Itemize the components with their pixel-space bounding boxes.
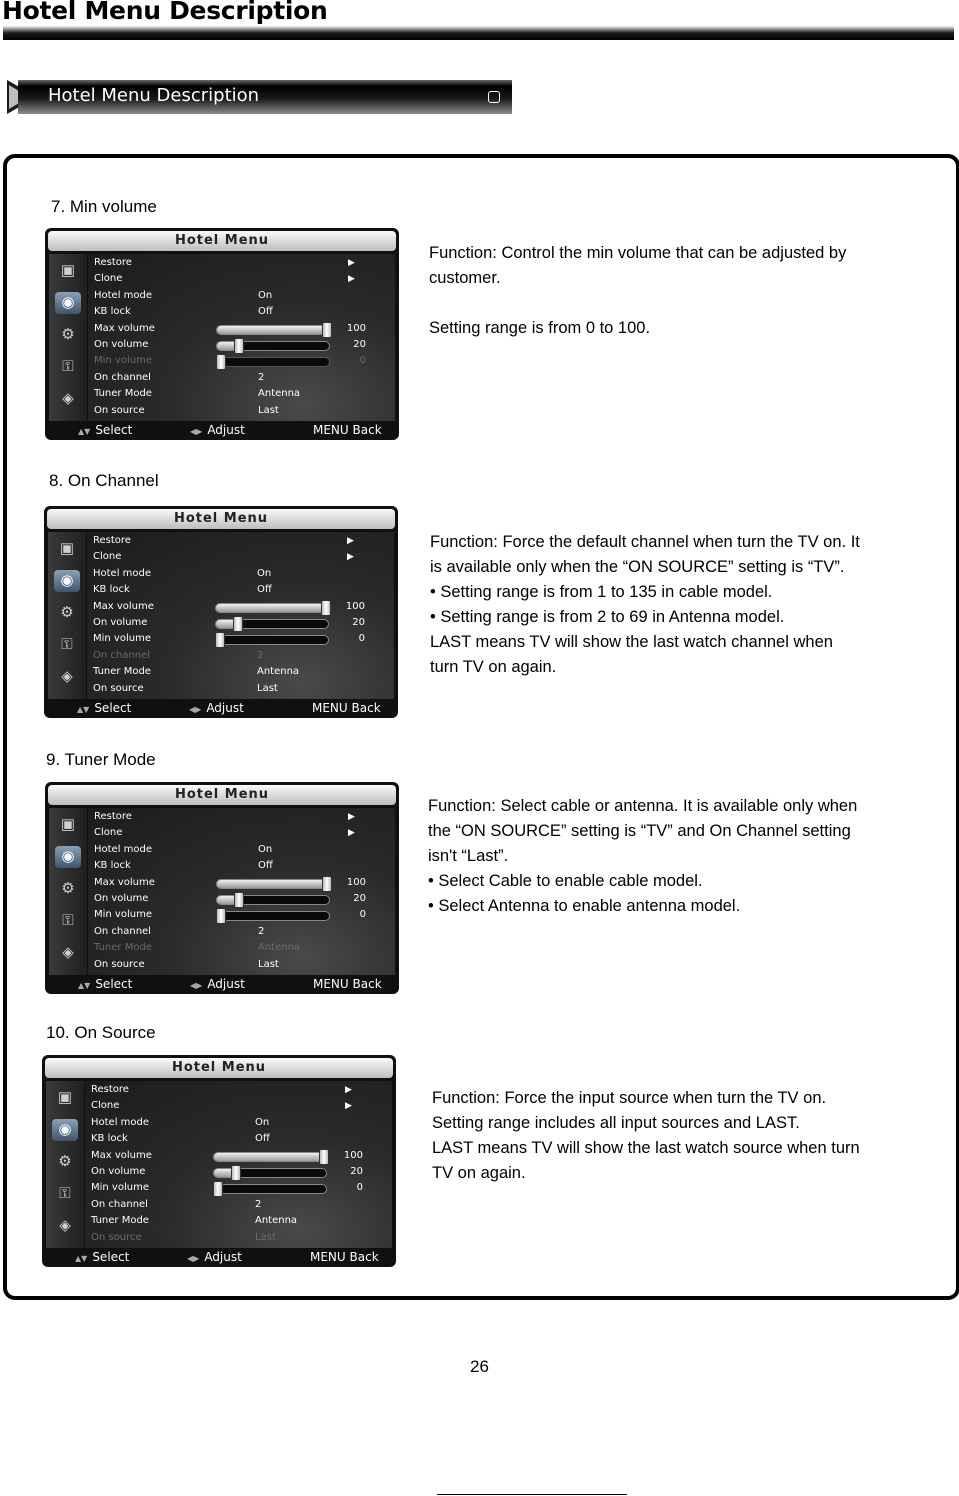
footer-select-label: Select xyxy=(92,1250,130,1264)
lock-icon: ⚿ xyxy=(62,912,74,929)
source-icon: ◈ xyxy=(62,944,74,961)
setup-icon: ⚙ xyxy=(61,880,75,897)
description-line: • Select Antenna to enable antenna model. xyxy=(428,897,741,915)
footer-select-label: Select xyxy=(95,423,133,437)
submenu-arrow-icon: ▶ xyxy=(348,812,355,822)
left-right-icon: ◀▶ xyxy=(189,705,202,714)
menu-item-label: Min volume xyxy=(91,1182,149,1194)
up-down-icon: ▲▼ xyxy=(75,1254,88,1263)
hotel-menu-screenshot xyxy=(45,228,399,440)
menu-item-label: Hotel mode xyxy=(94,843,153,855)
menu-item-label: On volume xyxy=(93,617,148,628)
menu-item-value: Last xyxy=(258,958,279,970)
menu-row xyxy=(93,681,393,697)
footer-rule xyxy=(437,1494,627,1495)
footer-adjust xyxy=(187,1248,242,1267)
menu-item-value: 20 xyxy=(353,893,366,904)
lock-icon: ⚿ xyxy=(59,1185,71,1202)
menu-item-label: Max volume xyxy=(93,600,154,612)
left-right-icon: ◀▶ xyxy=(190,427,203,436)
menu-item-label: Max volume xyxy=(94,322,155,334)
menu-row xyxy=(93,533,393,549)
menu-item-label: Hotel mode xyxy=(94,289,153,301)
menu-item-label: On source xyxy=(94,404,145,416)
menu-item-label: KB lock xyxy=(93,584,130,596)
description-line: TV on again. xyxy=(432,1164,526,1182)
menu-row xyxy=(94,304,394,320)
volume-slider xyxy=(216,325,330,335)
tv-icon: ▣ xyxy=(59,540,75,557)
description-line: the “ON SOURCE” setting is “TV” and On Channel setting xyxy=(428,822,851,840)
up-down-icon: ▲▼ xyxy=(78,427,91,436)
description-line: customer. xyxy=(429,269,501,287)
menu-footer xyxy=(45,975,399,994)
menu-row xyxy=(94,403,394,419)
slider-knob xyxy=(322,876,332,892)
menu-item-label: Max volume xyxy=(94,876,155,888)
menu-row xyxy=(94,825,394,841)
banner-square-icon xyxy=(488,91,500,103)
up-down-icon: ▲▼ xyxy=(77,705,90,714)
menu-footer xyxy=(44,699,398,718)
volume-slider xyxy=(216,911,330,921)
menu-row xyxy=(94,386,394,402)
menu-item-label: Min volume xyxy=(94,909,152,921)
picture-icon: ◉ xyxy=(55,846,81,868)
menu-item-value: 100 xyxy=(345,600,365,612)
menu-title: Hotel Menu xyxy=(45,1058,393,1078)
menu-item-value: 2 xyxy=(255,1198,262,1210)
hotel-menu-screenshot xyxy=(44,506,398,718)
menu-list xyxy=(85,1081,392,1248)
description-line: • Setting range is from 2 to 69 in Antenna model. xyxy=(430,608,785,626)
menu-item-value: 20 xyxy=(350,1166,363,1177)
menu-item-value: Off xyxy=(255,1133,270,1145)
title-rule xyxy=(3,26,954,40)
footer-select xyxy=(75,1248,129,1267)
menu-item-label: On channel xyxy=(93,649,150,661)
menu-item-value: Off xyxy=(258,306,273,318)
slider-knob xyxy=(319,1149,329,1165)
menu-item-value: 0 xyxy=(359,355,366,367)
menu-icon-column xyxy=(49,254,87,421)
menu-item-value: Last xyxy=(257,682,278,694)
setup-icon: ⚙ xyxy=(58,1153,72,1170)
volume-slider xyxy=(216,879,330,889)
menu-item-value: Antenna xyxy=(258,942,301,954)
slider-knob xyxy=(234,892,244,908)
menu-row xyxy=(91,1082,391,1098)
menu-row xyxy=(91,1230,391,1246)
footer-adjust-label: Adjust xyxy=(207,423,245,437)
page-number: 26 xyxy=(470,1357,489,1376)
menu-item-label: KB lock xyxy=(94,306,131,318)
hotel-menu-screenshot xyxy=(42,1055,396,1267)
submenu-arrow-icon: ▶ xyxy=(347,536,354,546)
menu-row xyxy=(93,582,393,598)
menu-row xyxy=(94,271,394,287)
footer-adjust xyxy=(189,699,244,718)
section-description xyxy=(430,530,930,680)
menu-item-label: On source xyxy=(94,958,145,970)
menu-list xyxy=(88,254,395,421)
menu-row xyxy=(94,809,394,825)
hotel-menu-screenshot xyxy=(45,782,399,994)
menu-item-label: KB lock xyxy=(94,860,131,872)
slider-knob xyxy=(215,632,225,648)
menu-row xyxy=(91,1148,391,1164)
menu-row xyxy=(91,1098,391,1114)
section-title: 10. On Source xyxy=(46,1023,156,1042)
menu-icon-column xyxy=(48,532,86,699)
description-line: isn't “Last”. xyxy=(428,847,509,865)
menu-item-label: On channel xyxy=(94,925,151,937)
section-banner xyxy=(18,80,512,114)
volume-slider xyxy=(213,1168,327,1178)
footer-menu-back: MENU Back xyxy=(313,977,382,991)
section-title: 8. On Channel xyxy=(49,471,159,490)
description-line: is available only when the “ON SOURCE” setting is “TV”. xyxy=(430,558,845,576)
menu-row xyxy=(93,566,393,582)
description-line xyxy=(429,291,929,316)
menu-item-value: On xyxy=(258,289,273,301)
menu-list xyxy=(87,532,394,699)
description-line: Setting range includes all input sources and LAST. xyxy=(432,1114,800,1132)
lock-icon: ⚿ xyxy=(62,358,74,375)
footer-menu-back: MENU Back xyxy=(313,423,382,437)
menu-item-value: 100 xyxy=(343,1149,363,1161)
menu-row xyxy=(94,924,394,940)
section-description xyxy=(432,1086,932,1186)
footer-select-label: Select xyxy=(94,701,132,715)
menu-row xyxy=(91,1180,391,1196)
submenu-arrow-icon: ▶ xyxy=(348,828,355,839)
menu-row xyxy=(93,615,393,631)
footer-adjust-label: Adjust xyxy=(207,977,245,991)
menu-item-label: On volume xyxy=(91,1166,146,1177)
footer-select xyxy=(78,975,132,994)
description-line: Function: Select cable or antenna. It is available only when xyxy=(428,797,858,815)
slider-fill xyxy=(217,880,329,888)
menu-row xyxy=(94,875,394,891)
menu-row xyxy=(94,255,394,271)
description-line: • Select Cable to enable cable model. xyxy=(428,872,703,890)
menu-row xyxy=(93,599,393,615)
menu-item-label: Tuner Mode xyxy=(93,666,151,678)
menu-row xyxy=(91,1213,391,1229)
menu-row xyxy=(93,631,393,647)
menu-item-label: On channel xyxy=(94,371,151,383)
menu-item-value: 2 xyxy=(258,371,265,383)
menu-item-value: 20 xyxy=(352,617,365,628)
slider-knob xyxy=(216,908,226,924)
menu-row xyxy=(93,664,393,680)
picture-icon: ◉ xyxy=(54,570,80,592)
tv-icon: ▣ xyxy=(57,1089,73,1106)
menu-icon-column xyxy=(46,1081,84,1248)
footer-menu-back: MENU Back xyxy=(310,1250,379,1264)
menu-item-label: Clone xyxy=(94,827,123,839)
menu-item-value: 0 xyxy=(359,909,366,921)
footer-adjust xyxy=(190,975,245,994)
menu-item-value: 100 xyxy=(346,322,366,334)
tv-icon: ▣ xyxy=(60,262,76,279)
slider-knob xyxy=(321,600,331,616)
footer-menu-back: MENU Back xyxy=(312,701,381,715)
submenu-arrow-icon: ▶ xyxy=(348,258,355,268)
menu-footer xyxy=(45,421,399,440)
menu-item-label: Min volume xyxy=(93,633,151,645)
menu-item-value: Off xyxy=(258,860,273,872)
submenu-arrow-icon: ▶ xyxy=(345,1085,352,1095)
source-icon: ◈ xyxy=(59,1217,71,1234)
menu-item-value: 0 xyxy=(358,633,365,645)
menu-item-label: Restore xyxy=(94,811,132,822)
volume-slider xyxy=(216,895,330,905)
slider-fill xyxy=(216,604,328,612)
description-line: Function: Control the min volume that can be adjusted by xyxy=(429,244,847,262)
menu-row xyxy=(93,648,393,664)
menu-item-value: 0 xyxy=(356,1182,363,1194)
slider-knob xyxy=(216,354,226,370)
menu-item-label: Clone xyxy=(94,273,123,285)
up-down-icon: ▲▼ xyxy=(78,981,91,990)
menu-item-label: Clone xyxy=(91,1100,120,1112)
menu-row xyxy=(94,353,394,369)
description-line: LAST means TV will show the last watch source when turn xyxy=(432,1139,860,1157)
menu-item-value: 100 xyxy=(346,876,366,888)
volume-slider xyxy=(215,635,329,645)
menu-item-value: Antenna xyxy=(258,388,301,400)
menu-row xyxy=(94,842,394,858)
menu-item-label: Hotel mode xyxy=(93,567,152,579)
menu-item-label: Restore xyxy=(94,257,132,268)
menu-item-label: Max volume xyxy=(91,1149,152,1161)
menu-item-value: Last xyxy=(255,1231,276,1243)
slider-knob xyxy=(322,322,332,338)
picture-icon: ◉ xyxy=(52,1119,78,1141)
footer-adjust xyxy=(190,421,245,440)
menu-list xyxy=(88,808,395,975)
picture-icon: ◉ xyxy=(55,292,81,314)
volume-slider xyxy=(215,619,329,629)
menu-row xyxy=(94,858,394,874)
description-line: LAST means TV will show the last watch channel when xyxy=(430,633,833,651)
setup-icon: ⚙ xyxy=(61,326,75,343)
menu-item-label: KB lock xyxy=(91,1133,128,1145)
description-line: • Setting range is from 1 to 135 in cable model. xyxy=(430,583,773,601)
menu-title: Hotel Menu xyxy=(48,785,396,805)
menu-item-value: Last xyxy=(258,404,279,416)
setup-icon: ⚙ xyxy=(60,604,74,621)
menu-row xyxy=(94,321,394,337)
slider-knob xyxy=(231,1165,241,1181)
footer-adjust-label: Adjust xyxy=(204,1250,242,1264)
submenu-arrow-icon: ▶ xyxy=(347,552,354,563)
menu-item-value: On xyxy=(257,567,272,579)
menu-row xyxy=(94,370,394,386)
menu-item-value: Off xyxy=(257,584,272,596)
menu-title: Hotel Menu xyxy=(47,509,395,529)
menu-item-label: Tuner Mode xyxy=(91,1215,149,1227)
menu-item-value: Antenna xyxy=(255,1215,298,1227)
menu-item-label: Restore xyxy=(93,535,131,546)
section-description xyxy=(428,794,928,919)
volume-slider xyxy=(215,603,329,613)
left-right-icon: ◀▶ xyxy=(190,981,203,990)
footer-adjust-label: Adjust xyxy=(206,701,244,715)
volume-slider xyxy=(216,341,330,351)
description-line: turn TV on again. xyxy=(430,658,557,676)
menu-item-label: Min volume xyxy=(94,355,152,367)
banner-text: Hotel Menu Description xyxy=(48,85,260,106)
menu-item-label: Hotel mode xyxy=(91,1116,150,1128)
left-right-icon: ◀▶ xyxy=(187,1254,200,1263)
menu-footer xyxy=(42,1248,396,1267)
footer-select-label: Select xyxy=(95,977,133,991)
menu-item-label: Tuner Mode xyxy=(94,942,152,954)
menu-item-label: On volume xyxy=(94,339,149,350)
section-title: 7. Min volume xyxy=(51,197,157,216)
menu-item-label: Restore xyxy=(91,1084,129,1095)
menu-item-value: 2 xyxy=(258,925,265,937)
footer-select xyxy=(77,699,131,718)
menu-row xyxy=(93,549,393,565)
menu-item-label: Clone xyxy=(93,551,122,563)
menu-row xyxy=(94,337,394,353)
slider-knob xyxy=(213,1181,223,1197)
submenu-arrow-icon: ▶ xyxy=(345,1101,352,1112)
menu-row xyxy=(91,1164,391,1180)
menu-row xyxy=(94,907,394,923)
source-icon: ◈ xyxy=(62,390,74,407)
menu-row xyxy=(91,1131,391,1147)
menu-row xyxy=(94,957,394,973)
section-description xyxy=(429,241,929,341)
menu-item-value: On xyxy=(258,843,273,855)
menu-item-label: On channel xyxy=(91,1198,148,1210)
menu-item-label: Tuner Mode xyxy=(94,388,152,400)
menu-item-value: Antenna xyxy=(257,666,300,678)
volume-slider xyxy=(213,1152,327,1162)
page-title: Hotel Menu Description xyxy=(2,0,328,25)
submenu-arrow-icon: ▶ xyxy=(348,274,355,285)
menu-row xyxy=(91,1115,391,1131)
lock-icon: ⚿ xyxy=(61,636,73,653)
menu-item-label: On volume xyxy=(94,893,149,904)
tv-icon: ▣ xyxy=(60,816,76,833)
description-line: Function: Force the default channel when turn the TV on. It xyxy=(430,533,860,551)
slider-knob xyxy=(234,338,244,354)
slider-fill xyxy=(217,326,329,334)
menu-item-value: 20 xyxy=(353,339,366,350)
menu-item-value: 2 xyxy=(257,649,264,661)
description-line: Function: Force the input source when turn the TV on. xyxy=(432,1089,827,1107)
slider-fill xyxy=(214,1153,326,1161)
menu-item-label: On source xyxy=(93,682,144,694)
menu-row xyxy=(94,940,394,956)
menu-icon-column xyxy=(49,808,87,975)
menu-row xyxy=(94,891,394,907)
section-title: 9. Tuner Mode xyxy=(46,750,156,769)
description-line: Setting range is from 0 to 100. xyxy=(429,319,651,337)
menu-title: Hotel Menu xyxy=(48,231,396,251)
menu-row xyxy=(94,288,394,304)
volume-slider xyxy=(216,357,330,367)
slider-knob xyxy=(233,616,243,632)
menu-item-value: On xyxy=(255,1116,270,1128)
footer-select xyxy=(78,421,132,440)
menu-item-label: On source xyxy=(91,1231,142,1243)
volume-slider xyxy=(213,1184,327,1194)
source-icon: ◈ xyxy=(61,668,73,685)
menu-row xyxy=(91,1197,391,1213)
